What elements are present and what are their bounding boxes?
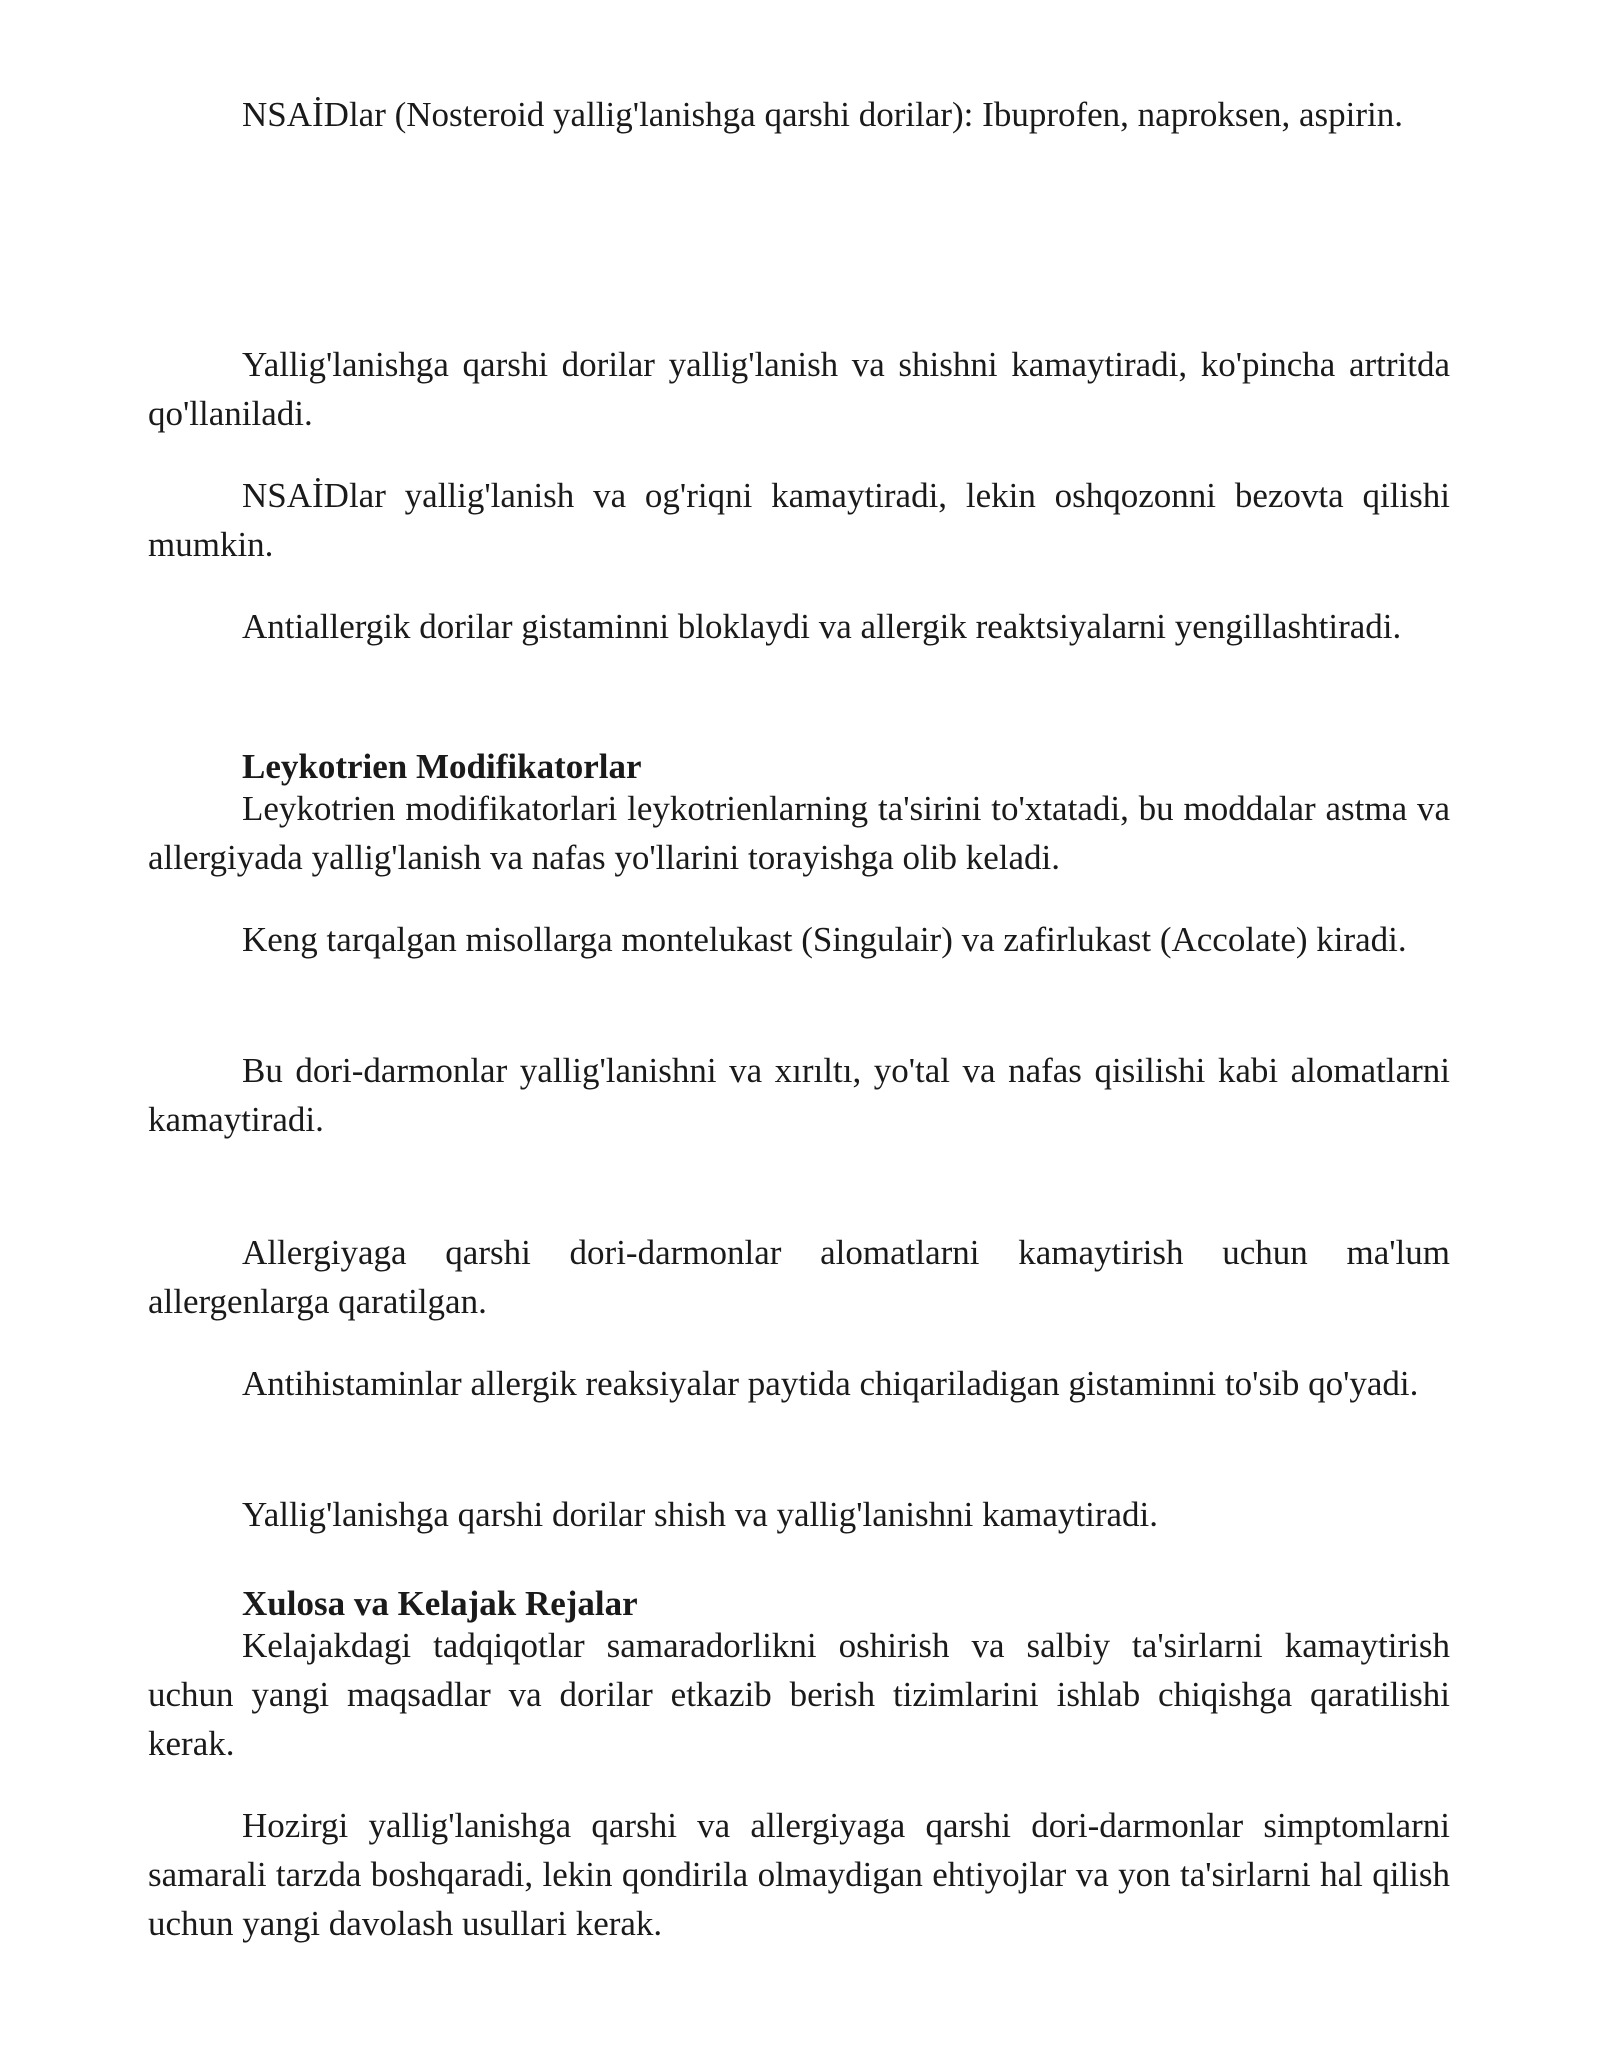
paragraph: NSAİDlar yallig'lanish va og'riqni kamaytiradi, lekin oshqozonni bezovta qilishi mumkin. [148,476,1450,564]
section-heading: Leykotrien Modifikatorlar [242,747,642,786]
paragraph: Antiallergik dorilar gistaminni bloklaydi va allergik reaktsiyalarni yengillashtiradi. [242,607,1402,646]
paragraph: Yallig'lanishga qarshi dorilar shish va yallig'lanishni kamaytiradi. [242,1495,1158,1534]
paragraph: Yallig'lanishga qarshi dorilar yallig'lanish va shishni kamaytiradi, ko'pincha artritda qo'llaniladi. [148,345,1450,433]
paragraph: Keng tarqalgan misollarga montelukast (Singulair) va zafirlukast (Accolate) kiradi. [242,920,1407,959]
paragraph: Bu dori-darmonlar yallig'lanishni va xırıltı, yo'tal va nafas qisilishi kabi alomatlarni kamaytiradi. [148,1051,1450,1139]
paragraph: Kelajakdagi tadqiqotlar samaradorlikni oshirish va salbiy ta'sirlarni kamaytirish uchun yangi maqsadlar va dorilar etkazib berish tizimlarini ishlab chiqishga qaratilishi kerak. [148,1626,1450,1763]
paragraph: NSAİDlar (Nosteroid yallig'lanishga qarshi dorilar): Ibuprofen, naproksen, aspirin. [242,95,1404,134]
paragraph: Allergiyaga qarshi dori-darmonlar alomatlarni kamaytirish uchun ma'lum allergenlarga qaratilgan. [148,1233,1450,1321]
paragraph: Antihistaminlar allergik reaksiyalar paytida chiqariladigan gistaminni to'sib qo'yadi. [242,1364,1419,1403]
paragraph: Leykotrien modifikatorlari leykotrienlarning ta'sirini to'xtatadi, bu moddalar astma va allergiyada yallig'lanish va nafas yo'llarini torayishga olib keladi. [148,789,1450,877]
section-heading: Xulosa va Kelajak Rejalar [242,1584,638,1623]
paragraph: Hozirgi yallig'lanishga qarshi va allergiyaga qarshi dori-darmonlar simptomlarni samarali tarzda boshqaradi, lekin qondirila olmaydigan ehtiyojlar va yon ta'sirlarni hal qilish uchun yangi davolash usullari kerak. [148,1806,1450,1943]
